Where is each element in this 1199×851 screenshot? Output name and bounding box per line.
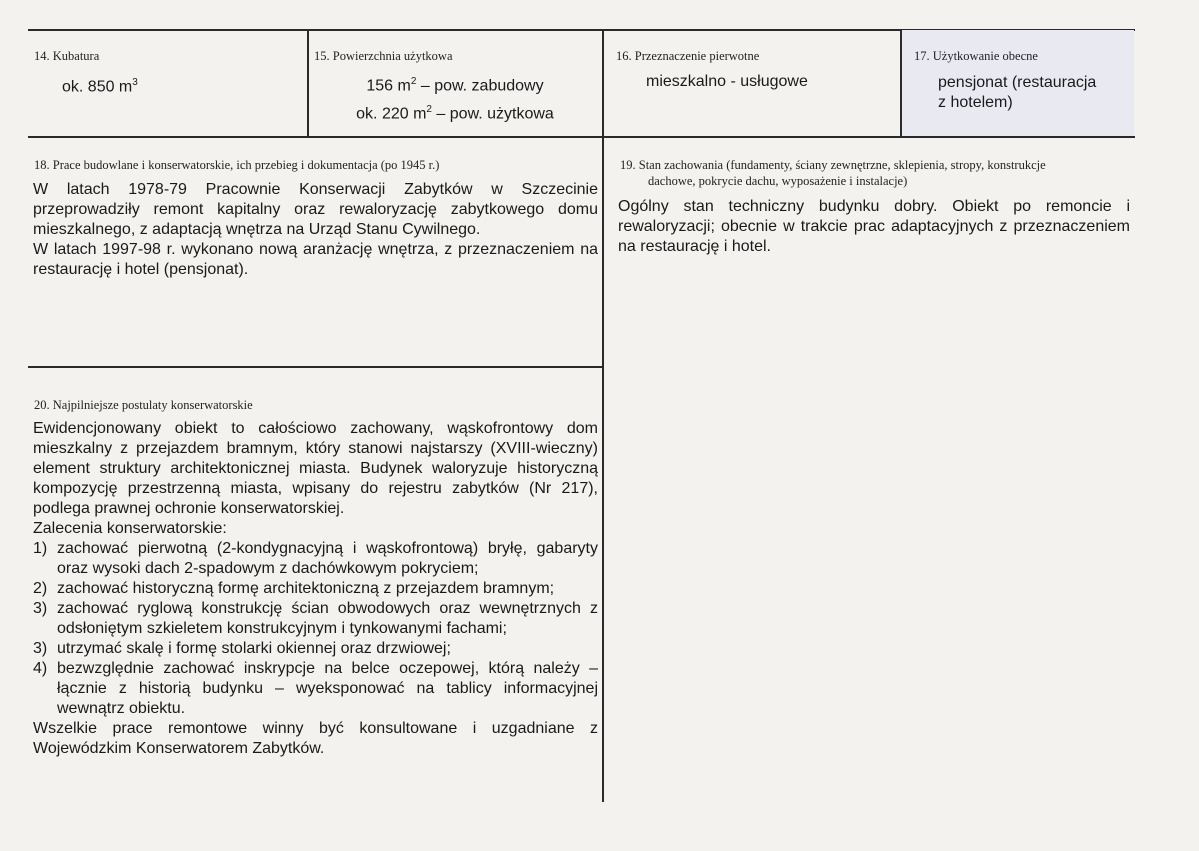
list-item-text: zachować historyczną formę architektoniczną z przejazdem bramnym;: [57, 580, 555, 597]
list-item-num: 3): [33, 640, 48, 657]
field16-label: 16. Przeznaczenie pierwotne: [616, 49, 760, 63]
field14-value: [62, 73, 138, 97]
field14-value-text: ok. 850 m: [62, 78, 133, 96]
field20-recs-title: Zalecenia konserwatorskie:: [33, 520, 227, 537]
field14-sup: 3: [132, 77, 138, 88]
list-item-text: zachować pierwotną (2-kondygnacyjną i wąskofrontową) bryłę, gabaryty oraz wysoki dach 2-spadowym z dachówkowym pokryciem;: [57, 540, 598, 577]
field15-label: 15. Powierzchnia użytkowa: [314, 49, 453, 63]
field15-line2-value: ok. 220 m: [356, 105, 427, 123]
row1-bottom-border: [28, 136, 1135, 138]
field20-intro: Ewidencjonowany obiekt to całościowo zachowany, wąskofrontowy dom mieszkalny z przejazdem bramnym, który stanowi najstarszy (XVIII-wieczny) element struktury architektonicznej miasta. Budynek waloryzuje historyczną kompozycję przestrzenną miasta, wpisany do rejestru zabytków (Nr 217), podlega prawnej ochronie konserwatorskiej.: [33, 420, 598, 517]
field20-label: 20. Najpilniejsze postulaty konserwatorskie: [34, 398, 253, 412]
field19-label-line2: dachowe, pokrycie dachu, wyposażenie i instalacje): [648, 174, 908, 188]
list-item: [33, 659, 598, 719]
field15-line1: [308, 72, 602, 96]
list-item-num: 1): [33, 540, 48, 557]
field18-body: [33, 180, 598, 280]
field15-line2-sup: 2: [426, 104, 432, 115]
field15-line2-suffix: – pow. użytkowa: [431, 105, 554, 123]
field20-body: [33, 419, 598, 759]
list-item-num: 4): [33, 660, 48, 677]
field19-text: Ogólny stan techniczny budynku dobry. Obiekt po remoncie i rewaloryzacji; obecnie w trakcie prac adaptacyjnych z przeznaczeniem na restaurację i hotel.: [618, 198, 1130, 255]
list-item-text: bezwzględnie zachować inskrypcje na belce oczepowej, którą należy – łącznie z historią budynku – wyeksponować na tablicy informacyjnej wewnątrz obiektu.: [57, 660, 598, 717]
field18-label: 18. Prace budowlane i konserwatorskie, ich przebieg i dokumentacja (po 1945 r.): [34, 158, 440, 172]
list-item-num: 3): [33, 600, 48, 617]
field19-label-line1: 19. Stan zachowania (fundamenty, ściany zewnętrzne, sklepienia, stropy, konstrukcje: [620, 158, 1046, 172]
field15-line1-sup: 2: [410, 76, 417, 87]
field18-paragraph-2: W latach 1997-98 r. wykonano nową aranżację wnętrza, z przeznaczeniem na restaurację i hotel (pensjonat).: [33, 241, 598, 278]
field15-line1-suffix: – pow. zabudowy: [416, 77, 544, 95]
field14-label: 14. Kubatura: [34, 49, 100, 63]
field20-recs-list: [33, 539, 598, 719]
list-item: [33, 539, 598, 579]
field17-value-line2: z hotelem): [938, 94, 1013, 111]
list-item: [33, 579, 598, 599]
field17-value-line1: pensjonat (restauracja: [938, 74, 1097, 91]
list-item-num: 2): [33, 580, 48, 597]
field20-closing: Wszelkie prace remontowe winny być konsultowane i uzgadniane z Wojewódzkim Konserwatorem Zabytków.: [33, 720, 598, 757]
field15-line2: [308, 100, 602, 124]
list-item-text: zachować ryglową konstrukcję ścian obwodowych oraz wewnętrznych z odsłoniętym szkieletem konstrukcyjnym i tynkowanymi fachami;: [57, 600, 598, 637]
list-item: [33, 639, 598, 659]
field18-bottom-border: [28, 366, 604, 368]
field17-label: 17. Użytkowanie obecne: [914, 49, 1038, 63]
list-item-text: utrzymać skalę i formę stolarki okiennej oraz drzwiowej;: [57, 640, 451, 657]
main-column-divider: [602, 30, 604, 802]
field18-paragraph-1: W latach 1978-79 Pracownie Konserwacji Zabytków w Szczecinie przeprowadziły remont kapitalny oraz rewaloryzację zabytkowego domu mieszkalnego, z adaptacją wnętrza na Urząd Stanu Cywilnego.: [33, 181, 598, 238]
field15-line1-value: 156 m: [366, 77, 411, 95]
field16-value: mieszkalno - usługowe: [646, 73, 808, 90]
list-item: [33, 599, 598, 639]
